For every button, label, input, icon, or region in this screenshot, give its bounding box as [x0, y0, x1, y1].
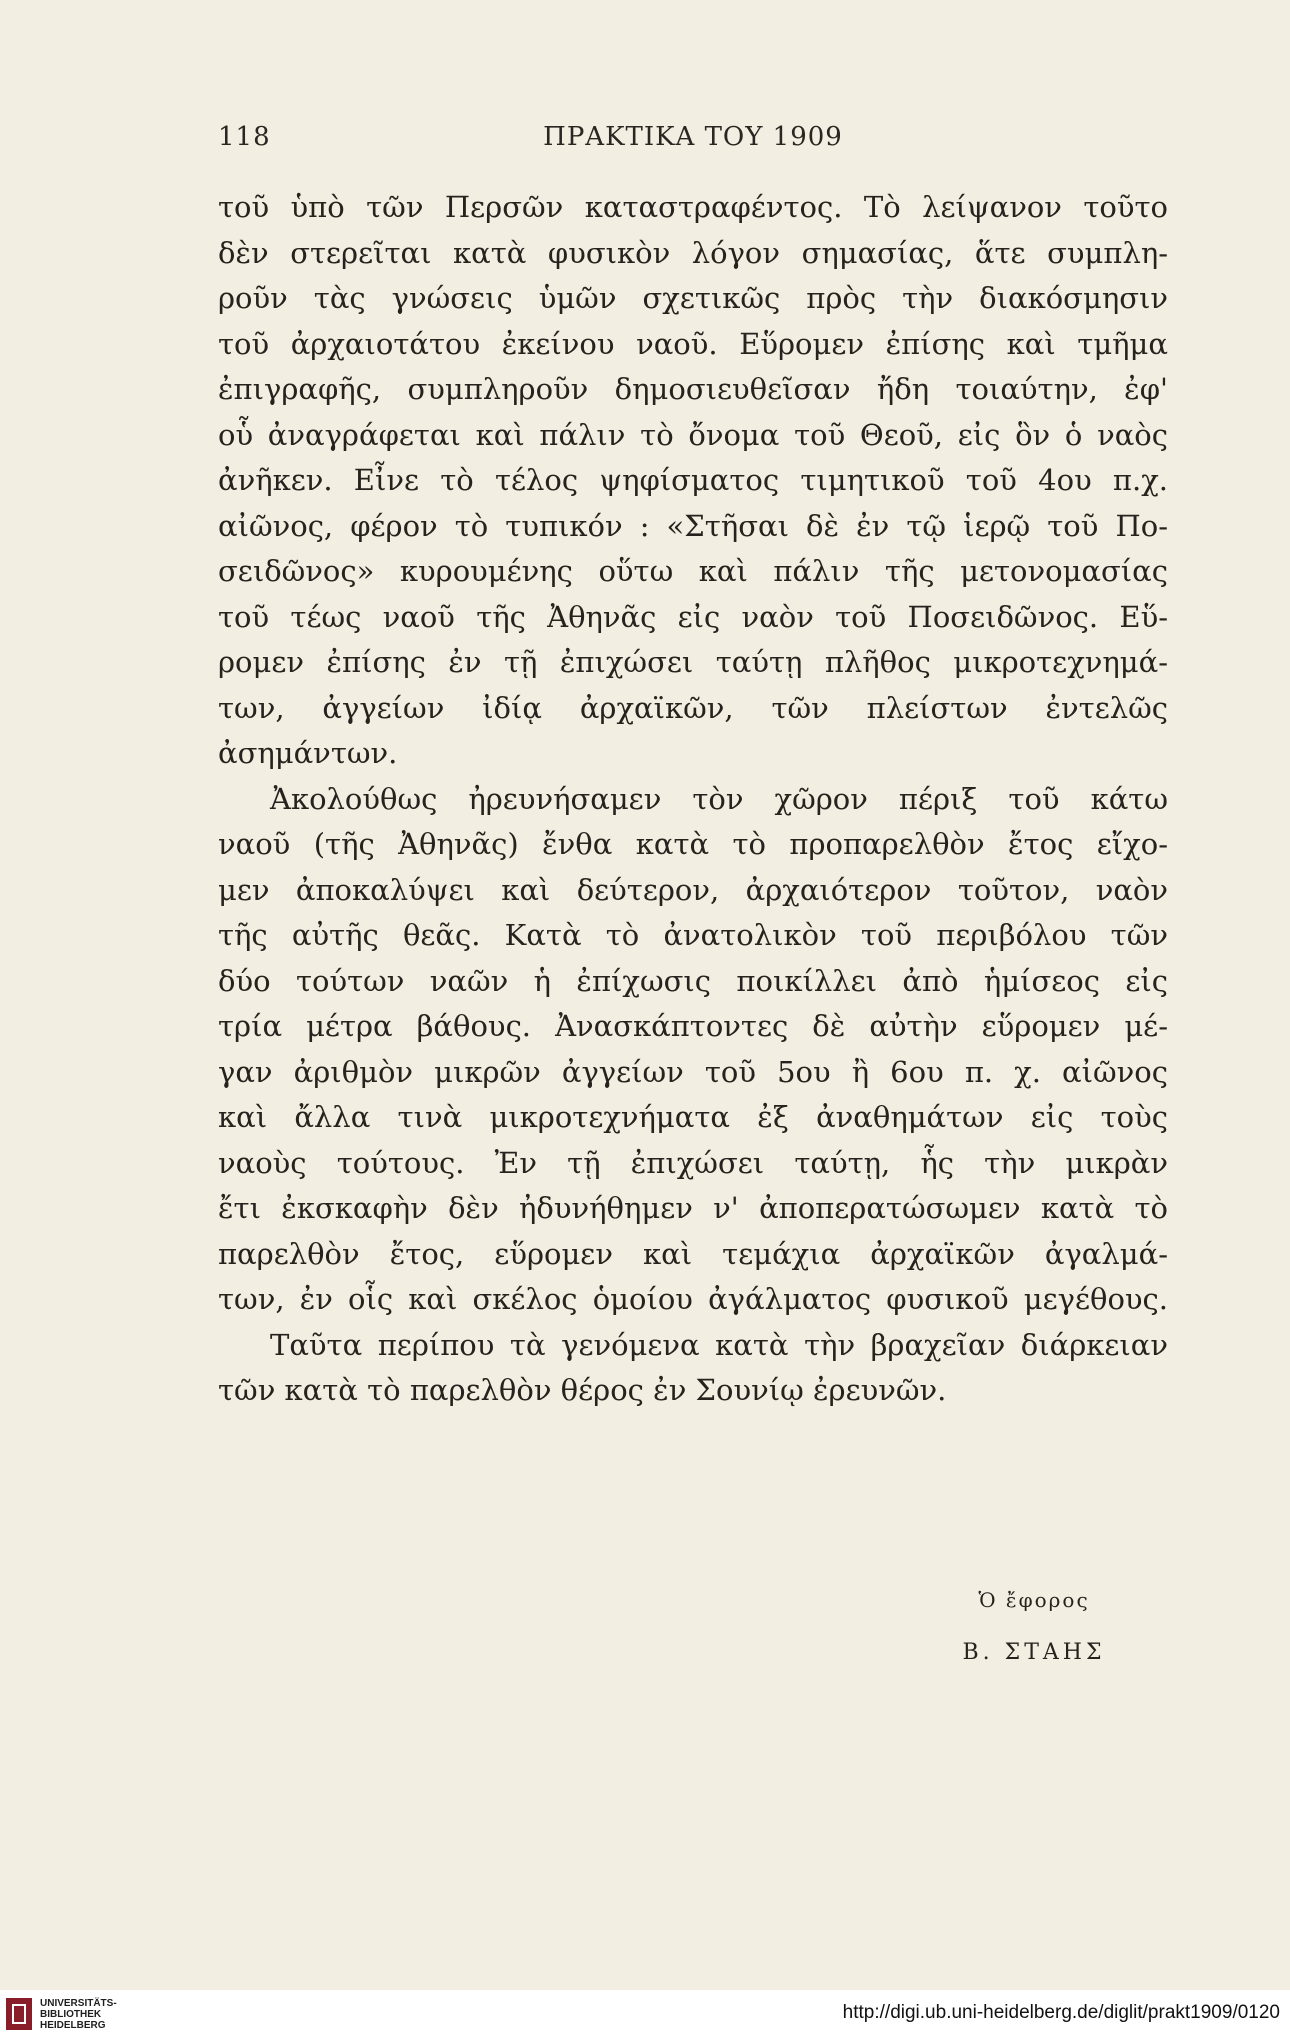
text-line: ρομεν ἐπίσης ἐν τῇ ἐπιχώσει ταύτῃ πλῆθος μικροτεχνημά- — [218, 645, 1168, 679]
text-line: ναοῦ (τῆς Ἀθηνᾶς) ἔνθα κατὰ τὸ προπαρελθὸν ἔτος εἴχο- — [218, 827, 1168, 861]
text-line: ἔτι ἐκσκαφὴν δὲν ἠδυνήθημεν ν' ἀποπερατώσωμεν κατὰ τὸ — [218, 1191, 1168, 1225]
footer-bar — [0, 1990, 1290, 2039]
body-text — [218, 185, 1168, 1414]
text-line: ἐπιγραφῆς, συμπληροῦν δημοσιευθεῖσαν ἤδη τοιαύτην, ἐφ' — [218, 372, 1168, 406]
text-line: δύο τούτων ναῶν ἡ ἐπίχωσις ποικίλλει ἀπὸ ἡμίσεος εἰς — [218, 963, 1168, 998]
running-title: ΠΡΑΚΤΙΚΑ ΤΟΥ 1909 — [543, 122, 843, 152]
text-line: των, ἐν οἷς καὶ σκέλος ὁμοίου ἀγάλματος φυσικοῦ μεγέθους. — [218, 1282, 1168, 1316]
text-line: ροῦν τὰς γνώσεις ὑμῶν σχετικῶς πρὸς τὴν διακόσμησιν — [218, 281, 1168, 315]
university-logo-icon — [6, 1998, 32, 2030]
page-number: 118 — [218, 122, 271, 152]
text-line: αἰῶνος, φέρον τὸ τυπικόν : «Στῆσαι δὲ ἐν τῷ ἱερῷ τοῦ Πο- — [218, 508, 1168, 543]
paragraph-first-line: Ἀκολούθως ἠρευνήσαμεν τὸν χῶρον πέριξ τοῦ κάτω — [270, 781, 1168, 816]
text-line: τοῦ ἀρχαιοτάτου ἐκείνου ναοῦ. Εὕρομεν ἐπίσης καὶ τμῆμα — [218, 326, 1168, 361]
text-line: τοῦ τέως ναοῦ τῆς Ἀθηνᾶς εἰς ναὸν τοῦ Ποσειδῶνος. Εὕ- — [218, 599, 1168, 634]
text-line: γαν ἀριθμὸν μικρῶν ἀγγείων τοῦ 5ου ἢ 6ου π. χ. αἰῶνος — [218, 1054, 1168, 1089]
institution-name — [40, 1998, 160, 2031]
text-line: οὗ ἀναγράφεται καὶ πάλιν τὸ ὄνομα τοῦ Θεοῦ, εἰς ὃν ὁ ναὸς — [218, 417, 1168, 452]
text-line: σειδῶνος» κυρουμένης οὕτω καὶ πάλιν τῆς μετονομασίας — [218, 554, 1168, 588]
signature-name: Β. ΣΤΑΗΣ — [962, 1640, 1106, 1665]
text-line: παρελθὸν ἔτος, εὕρομεν καὶ τεμάχια ἀρχαϊκῶν ἀγαλμά- — [218, 1236, 1168, 1271]
source-url[interactable]: http://digi.ub.uni-heidelberg.de/diglit/prakt1909/0120 — [842, 2002, 1280, 2023]
institution-line-3: HEIDELBERG — [40, 2020, 106, 2031]
text-line: τῶν κατὰ τὸ παρελθὸν θέρος ἐν Σουνίῳ ἐρευνῶν. — [218, 1373, 947, 1407]
text-line: τοῦ ὑπὸ τῶν Περσῶν καταστραφέντος. Τὸ λείψανον τοῦτο — [218, 190, 1168, 224]
page-header — [218, 122, 1168, 162]
text-line: καὶ ἄλλα τινὰ μικροτεχνήματα ἐξ ἀναθημάτων εἰς τοὺς — [218, 1100, 1168, 1134]
text-line: τῆς αὐτῆς θεᾶς. Κατὰ τὸ ἀνατολικὸν τοῦ περιβόλου τῶν — [218, 918, 1168, 952]
text-line: ἀνῆκεν. Εἶνε τὸ τέλος ψηφίσματος τιμητικοῦ τοῦ 4ου π.χ. — [218, 463, 1168, 497]
signature-title: Ὁ ἔφορος — [978, 1588, 1090, 1612]
text-line: τρία μέτρα βάθους. Ἀνασκάπτοντες δὲ αὐτὴν εὕρομεν μέ- — [218, 1009, 1168, 1043]
institution-line-2: BIBLIOTHEK — [40, 2009, 102, 2020]
text-line: ἀσημάντων. — [218, 736, 398, 770]
institution-line-1: UNIVERSITÄTS- — [40, 1998, 117, 2009]
text-line: μεν ἀποκαλύψει καὶ δεύτερον, ἀρχαιότερον τοῦτον, ναὸν — [218, 872, 1168, 907]
text-line: δὲν στερεῖται κατὰ φυσικὸν λόγον σημασίας, ἅτε συμπλη- — [218, 235, 1168, 270]
text-line: ναοὺς τούτους. Ἐν τῇ ἐπιχώσει ταύτῃ, ἧς τὴν μικρὰν — [218, 1145, 1168, 1180]
text-line: των, ἀγγείων ἰδίᾳ ἀρχαϊκῶν, τῶν πλείστων ἐντελῶς — [218, 690, 1168, 725]
paragraph-first-line: Ταῦτα περίπου τὰ γενόμενα κατὰ τὴν βραχεῖαν διάρκειαν — [270, 1327, 1168, 1362]
